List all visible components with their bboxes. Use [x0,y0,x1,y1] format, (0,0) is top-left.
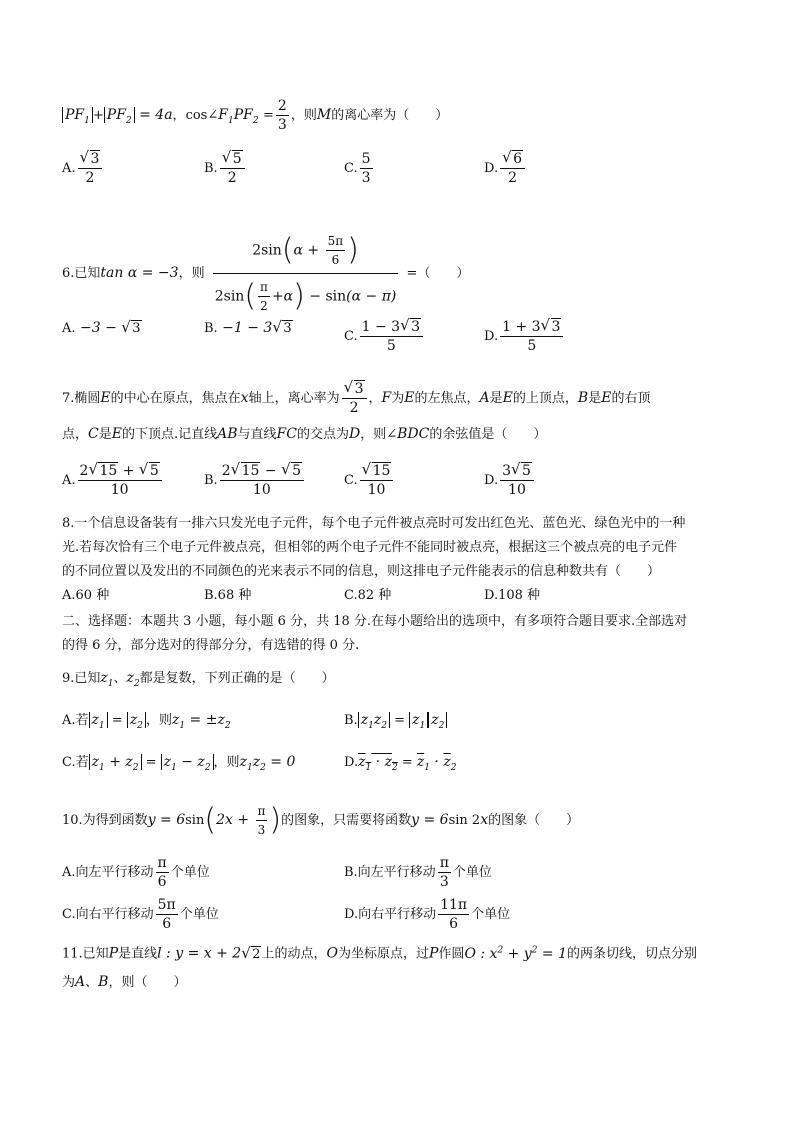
q7-line-1: 7.椭圆E的中心在原点，焦点在x轴上，离心率为 √ $\frac{3}{2}$ ，F为E的左焦点，A是E的上顶点，B是E的右顶 [62,380,650,417]
q7-option-a: A. $\frac{2 √ 15 + √ 5}{10}$ [62,462,164,499]
q5-option-c: C. $\frac{5}{3}$ [344,151,371,186]
q6-expression: 2sin(α + $\frac{5\pi}{6}$ ) 2sin( $\frac{\pi}{2}$ +α) − sin(α − π) [214,232,397,314]
q9-option-b: B. $z_1z_2 = z_1$ $z_2$ [344,710,447,736]
q7-line-2: 点，C是E的下顶点.记直线AB与直线FC的交点为D，则∠BDC的余弦值是（ ） [62,426,547,442]
q6-option-c: C. $\frac{1 - 3 √ 3}{5}$ [344,318,425,355]
q5-condition-line: $PF_1 + PF_2 = 4a$，$\cos\angle F_1PF_2$ = $\frac{2}{3}$ ，则M的离心率为（ ） [62,97,448,134]
q9-option-c: C.若 $z_1 + z_2 = z_1 - z_2$ ，则$z_1z_2 = 0$ [62,754,296,773]
q8-option-c: C.82 种 [344,588,392,603]
q5-option-d: D. √ $\frac{6}{2}$ [484,150,527,187]
q8-line-2: 光.若每次恰有三个电子元件被点亮，但相邻的两个电子元件不能同时被点亮，根据这三个被点亮的电子元件 [62,540,678,555]
q8-line-1: 8.一个信息设备装有一排六只发光电子元件，每个电子元件被点亮时可发出红色光、蓝色光、绿色光中的一种 [62,516,686,531]
q8-option-a: A.60 种 [62,588,110,603]
q6-option-a: A. −3 − √ 3 [62,318,142,339]
q9-option-a: A.若 $z_1 = z_2$ ，则$z_1 = \pm z_2$ [62,712,231,731]
q10-stem: 10.为得到函数y = 6sin(2x + $\frac{\pi}{3}$ )的图象，只需要将函数y = 6sin 2x的图象（ ） [62,802,580,838]
q7-option-d: D. $\frac{3 √ 5}{10}$ [484,462,536,499]
q10-option-c: C.向右平行移动 $\frac{5\pi}{6}$ 个单位 [62,897,219,932]
q10-option-b: B.向左平行移动 $\frac{\pi}{3}$ 个单位 [344,855,492,890]
q6-option-b: B. −1 − 3 √ 3 [204,318,293,339]
q10-option-d: D.向右平行移动 $\frac{11\pi}{6}$ 个单位 [344,897,511,932]
section-2-instructions-2: 的得 6 分，部分选对的得部分分，有选错的得 0 分. [62,638,360,653]
q9-option-d: $D.z_1 \cdot z_2 = \overline{z}_1 \cdot \overline{z}_2$ [344,754,457,773]
section-2-instructions-1: 二、选择题：本题共 3 小题，每小题 6 分，共 18 分.在每小题给出的选项中，有多项符合题目要求.全部选对 [62,614,688,629]
q6-stem: 6.已知tan α = −3，则 2sin(α + $\frac{5\pi}{6}$ ) 2sin( $\frac{\pi}{2}$ +α) − sin(α − π) =（ ） [62,232,470,314]
q11-line-2: 为A、B，则（ ） [62,974,187,990]
q9-stem: 9.已知$z_1$、$z_2$都是复数，下列正确的是（ ） [62,670,335,689]
q8-line-3: 的不同位置以及发出的不同颜色的光来表示不同的信息，则这排电子元件能表示的信息种数共有（ ） [62,564,661,579]
q10-option-a: A.向左平行移动 $\frac{\pi}{6}$ 个单位 [62,855,210,890]
q8-option-d: D.108 种 [484,588,541,603]
q6-option-d: D. $\frac{1 + 3 √ 3}{5}$ [484,318,565,355]
q7-option-c: C. √ $\frac{15}{10}$ [344,462,395,499]
q11-line-1: 11.已知P是直线l : y = x + 2 √ 2上的动点，O为坐标原点，过P作圆O : $x^2 + y^2 = 1$的两条切线，切点分别 [62,940,697,965]
q5-option-b: B. √ $\frac{5}{2}$ [204,150,247,187]
q5-option-a: A. √ $\frac{3}{2}$ [62,150,104,187]
q7-option-b: B. $\frac{2 √ 15 - √ 5}{10}$ [204,462,306,499]
q8-option-b: B.68 种 [204,588,252,603]
